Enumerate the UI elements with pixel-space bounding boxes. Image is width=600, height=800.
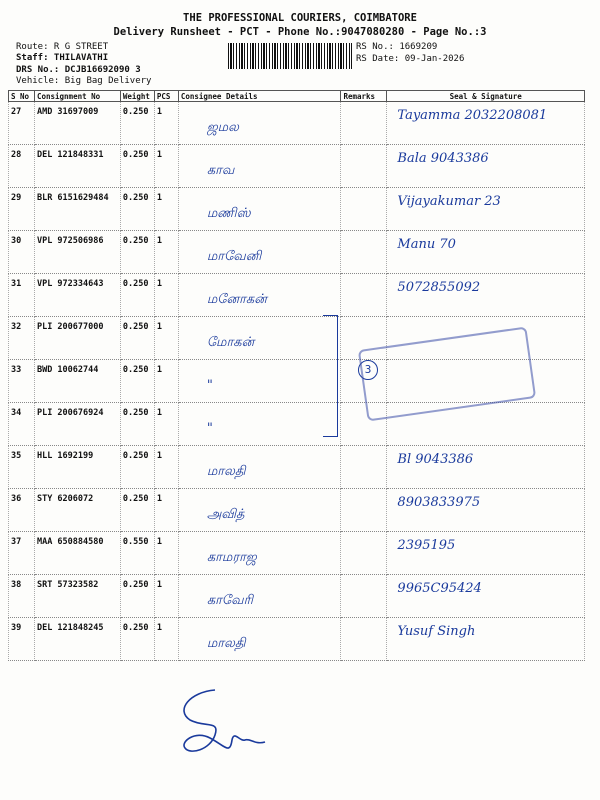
cell-sno: 38 bbox=[9, 575, 35, 618]
col-pcs: PCS bbox=[154, 91, 178, 102]
cell-remarks bbox=[341, 188, 387, 231]
cell-signature bbox=[387, 231, 585, 274]
handwritten-name: மணிஸ் bbox=[206, 206, 251, 221]
company-title: THE PROFESSIONAL COURIERS, COIMBATORE bbox=[183, 12, 417, 24]
cell-weight: 0.250 bbox=[120, 360, 154, 403]
handwritten-signature: Bala 9043386 bbox=[397, 151, 489, 166]
col-consignee: Consignee Details bbox=[178, 91, 341, 102]
cell-consignee bbox=[178, 317, 341, 360]
col-sno: S No bbox=[9, 91, 35, 102]
handwritten-name: " bbox=[206, 378, 213, 393]
handwritten-name: மோகன் bbox=[206, 335, 255, 350]
col-remarks: Remarks bbox=[341, 91, 387, 102]
cell-consignee bbox=[178, 360, 341, 403]
cell-remarks bbox=[341, 274, 387, 317]
cell-signature bbox=[387, 618, 585, 661]
cell-signature bbox=[387, 532, 585, 575]
circled-number: 3 bbox=[358, 360, 378, 380]
staff-label: Staff: THILAVATHI bbox=[16, 53, 109, 63]
cell-remarks bbox=[341, 618, 387, 661]
cell-consignee bbox=[178, 102, 341, 145]
table-row bbox=[9, 489, 585, 532]
cell-sno: 30 bbox=[9, 231, 35, 274]
cell-sno: 28 bbox=[9, 145, 35, 188]
handwritten-signature: 2395195 bbox=[397, 538, 456, 553]
cell-pcs: 1 bbox=[154, 188, 178, 231]
cell-consignment: VPL 972334643 bbox=[34, 274, 120, 317]
cell-consignment: SRT 57323582 bbox=[34, 575, 120, 618]
barcode-image bbox=[228, 43, 352, 69]
cell-consignment: BWD 10062744 bbox=[34, 360, 120, 403]
handwritten-signature: Bl 9043386 bbox=[397, 452, 474, 467]
cell-pcs: 1 bbox=[154, 360, 178, 403]
cell-weight: 0.250 bbox=[120, 489, 154, 532]
handwritten-signature: Tayamma 2032208081 bbox=[397, 108, 548, 123]
table-row bbox=[9, 446, 585, 489]
cell-pcs: 1 bbox=[154, 317, 178, 360]
cell-consignment: STY 6206072 bbox=[34, 489, 120, 532]
cell-weight: 0.250 bbox=[120, 145, 154, 188]
handwritten-name: மாலதி bbox=[206, 464, 246, 479]
rs-number: RS No.: 1669209 bbox=[356, 42, 438, 52]
cell-pcs: 1 bbox=[154, 618, 178, 661]
cell-consignee bbox=[178, 489, 341, 532]
cell-weight: 0.250 bbox=[120, 102, 154, 145]
cell-remarks bbox=[341, 489, 387, 532]
table-header-row bbox=[9, 91, 585, 102]
cell-weight: 0.250 bbox=[120, 618, 154, 661]
cell-pcs: 1 bbox=[154, 102, 178, 145]
ink-bracket bbox=[323, 315, 338, 437]
handwritten-signature: Vijayakumar 23 bbox=[397, 194, 501, 209]
cell-pcs: 1 bbox=[154, 575, 178, 618]
handwritten-signature: Yusuf Singh bbox=[397, 624, 476, 639]
cell-consignee bbox=[178, 231, 341, 274]
handwritten-name: காமராஜ bbox=[206, 550, 257, 565]
table-row bbox=[9, 102, 585, 145]
handwritten-signature: 9965C95424 bbox=[397, 581, 482, 596]
cell-consignee bbox=[178, 446, 341, 489]
handwritten-name: மாலதி bbox=[206, 636, 246, 651]
cell-consignment: VPL 972506986 bbox=[34, 231, 120, 274]
table-row bbox=[9, 188, 585, 231]
table-row bbox=[9, 532, 585, 575]
cell-pcs: 1 bbox=[154, 532, 178, 575]
cell-consignee bbox=[178, 403, 341, 446]
cell-consignment: HLL 1692199 bbox=[34, 446, 120, 489]
cell-consignment: PLI 200677000 bbox=[34, 317, 120, 360]
cell-signature bbox=[387, 145, 585, 188]
cell-consignment: MAA 650884580 bbox=[34, 532, 120, 575]
cell-weight: 0.250 bbox=[120, 231, 154, 274]
cell-sno: 31 bbox=[9, 274, 35, 317]
table-row bbox=[9, 231, 585, 274]
supervisor-signature bbox=[170, 680, 300, 780]
cell-pcs: 1 bbox=[154, 274, 178, 317]
cell-weight: 0.250 bbox=[120, 188, 154, 231]
cell-pcs: 1 bbox=[154, 145, 178, 188]
cell-pcs: 1 bbox=[154, 403, 178, 446]
cell-sno: 39 bbox=[9, 618, 35, 661]
handwritten-name: அவித் bbox=[206, 507, 245, 522]
cell-remarks bbox=[341, 231, 387, 274]
handwritten-name: " bbox=[206, 421, 213, 436]
cell-signature bbox=[387, 102, 585, 145]
cell-remarks bbox=[341, 446, 387, 489]
col-weight: Weight bbox=[120, 91, 154, 102]
cell-signature bbox=[387, 575, 585, 618]
rs-date: RS Date: 09-Jan-2026 bbox=[356, 54, 465, 64]
cell-sno: 29 bbox=[9, 188, 35, 231]
cell-consignee bbox=[178, 618, 341, 661]
cell-pcs: 1 bbox=[154, 446, 178, 489]
cell-consignee bbox=[178, 575, 341, 618]
cell-sno: 37 bbox=[9, 532, 35, 575]
cell-weight: 0.550 bbox=[120, 532, 154, 575]
table-row bbox=[9, 274, 585, 317]
route-label: Route: R G STREET bbox=[16, 42, 109, 52]
cell-consignee bbox=[178, 274, 341, 317]
cell-remarks bbox=[341, 145, 387, 188]
cell-consignee bbox=[178, 532, 341, 575]
cell-sno: 33 bbox=[9, 360, 35, 403]
cell-weight: 0.250 bbox=[120, 403, 154, 446]
cell-consignee bbox=[178, 145, 341, 188]
cell-pcs: 1 bbox=[154, 231, 178, 274]
cell-sno: 35 bbox=[9, 446, 35, 489]
cell-sno: 34 bbox=[9, 403, 35, 446]
cell-consignment: BLR 6151629484 bbox=[34, 188, 120, 231]
handwritten-signature: 5072855092 bbox=[397, 280, 481, 295]
cell-remarks bbox=[341, 575, 387, 618]
table-row bbox=[9, 618, 585, 661]
cell-consignee bbox=[178, 188, 341, 231]
col-signature: Seal & Signature bbox=[387, 91, 585, 102]
runsheet-subtitle: Delivery Runsheet - PCT - Phone No.:9047080280 - Page No.:3 bbox=[113, 26, 487, 38]
table-row bbox=[9, 575, 585, 618]
handwritten-name: காவேரி bbox=[206, 593, 253, 608]
handwritten-signature: Manu 70 bbox=[397, 237, 456, 252]
handwritten-name: மனோகன் bbox=[206, 292, 267, 307]
cell-weight: 0.250 bbox=[120, 575, 154, 618]
table-row bbox=[9, 145, 585, 188]
cell-pcs: 1 bbox=[154, 489, 178, 532]
cell-consignment: DEL 121848331 bbox=[34, 145, 120, 188]
cell-weight: 0.250 bbox=[120, 317, 154, 360]
cell-weight: 0.250 bbox=[120, 446, 154, 489]
cell-consignment: DEL 121848245 bbox=[34, 618, 120, 661]
cell-remarks bbox=[341, 532, 387, 575]
cell-signature bbox=[387, 188, 585, 231]
cell-remarks bbox=[341, 102, 387, 145]
cell-sno: 32 bbox=[9, 317, 35, 360]
handwritten-signature: 8903833975 bbox=[397, 495, 481, 510]
drs-number: DRS No.: DCJB16692090 3 bbox=[16, 65, 141, 75]
vehicle-label: Vehicle: Big Bag Delivery bbox=[16, 76, 152, 86]
handwritten-name: காவ bbox=[206, 163, 235, 178]
col-consignment: Consignment No bbox=[34, 91, 120, 102]
cell-signature bbox=[387, 446, 585, 489]
cell-signature bbox=[387, 489, 585, 532]
cell-consignment: PLI 200676924 bbox=[34, 403, 120, 446]
handwritten-name: ஜமல bbox=[206, 120, 239, 135]
cell-sno: 27 bbox=[9, 102, 35, 145]
cell-weight: 0.250 bbox=[120, 274, 154, 317]
table-row bbox=[9, 403, 585, 446]
handwritten-name: மாவேனி bbox=[206, 249, 262, 264]
cell-signature bbox=[387, 274, 585, 317]
cell-consignment: AMD 31697009 bbox=[34, 102, 120, 145]
cell-sno: 36 bbox=[9, 489, 35, 532]
